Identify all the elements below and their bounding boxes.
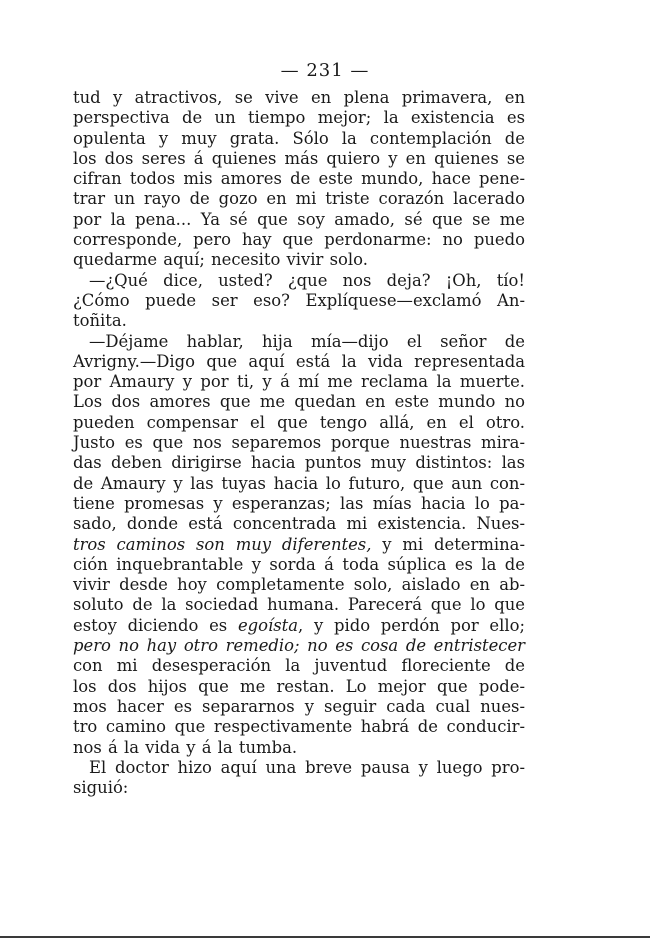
text-line: cifran todos mis amores de este mundo, hace pene- <box>73 169 525 189</box>
text-line: vivir desde hoy completamente solo, aislado en ab- <box>73 575 525 595</box>
text-line: ¿Cómo puede ser eso? Explíquese—exclamó An- <box>73 290 525 310</box>
text-line <box>73 636 525 656</box>
text-line <box>73 616 525 636</box>
text-line: con mi desesperación la juventud floreciente de <box>73 656 525 676</box>
text-line <box>73 535 525 555</box>
italic-text: egoísta <box>237 615 299 635</box>
text-line: corresponde, pero hay que perdonarme: no puedo <box>73 230 525 250</box>
text-line: tiene promesas y esperanzas; las mías hacia lo pa- <box>73 493 525 513</box>
text-line: los dos seres á quienes más quiero y en quienes se <box>73 148 525 168</box>
text-fragment: y mi determina- <box>371 534 525 554</box>
italic-text: tros caminos son muy diferentes, <box>73 534 372 554</box>
page-number: — 231 — <box>280 60 370 81</box>
text-line: —Déjame hablar, hija mía—dijo el señor de <box>89 331 525 351</box>
text-line: toñita. <box>73 311 127 331</box>
text-line: por la pena... Ya sé que soy amado, sé que se me <box>73 209 525 229</box>
page-bottom-edge <box>0 936 650 938</box>
italic-text: pero no hay otro remedio; no es cosa de entristecer <box>73 636 525 656</box>
text-fragment: estoy diciendo es <box>73 615 238 635</box>
text-line: pueden compensar el que tengo allá, en el otro. <box>73 412 525 432</box>
text-line: trar un rayo de gozo en mi triste corazón lacerado <box>73 189 525 209</box>
text-line: sado, donde está concentrada mi existencia. Nues- <box>73 514 525 534</box>
body-text <box>73 88 525 798</box>
text-fragment: , y pido perdón por ello; <box>298 615 525 635</box>
text-line: Los dos amores que me quedan en este mundo no <box>73 392 525 412</box>
text-line: El doctor hizo aquí una breve pausa y luego pro- <box>89 757 525 777</box>
text-line: perspectiva de un tiempo mejor; la existencia es <box>73 108 525 128</box>
text-line: das deben dirigirse hacia puntos muy distintos: las <box>73 453 525 473</box>
text-line: —¿Qué dice, usted? ¿que nos deja? ¡Oh, tío! <box>89 270 525 290</box>
text-line: Justo es que nos separemos porque nuestras mira- <box>73 433 525 453</box>
text-line: quedarme aquí; necesito vivir solo. <box>73 250 368 270</box>
text-line: tro camino que respectivamente habrá de conducir- <box>73 717 525 737</box>
text-line: de Amaury y las tuyas hacia lo futuro, que aun con- <box>73 473 525 493</box>
text-line: Avrigny.—Digo que aquí está la vida representada <box>73 351 525 371</box>
text-line: ción inquebrantable y sorda á toda súplica es la de <box>73 554 525 574</box>
text-line: soluto de la sociedad humana. Parecerá que lo que <box>73 595 525 615</box>
text-line: opulenta y muy grata. Sólo la contemplación de <box>73 128 525 148</box>
text-line: siguió: <box>73 778 129 798</box>
text-line: los dos hijos que me restan. Lo mejor que pode- <box>73 676 525 696</box>
text-line: mos hacer es separarnos y seguir cada cual nues- <box>73 696 525 716</box>
text-line: tud y atractivos, se vive en plena primavera, en <box>73 88 525 107</box>
text-line: por Amaury y por ti, y á mí me reclama la muerte. <box>73 372 525 392</box>
text-line: nos á la vida y á la tumba. <box>73 737 298 757</box>
